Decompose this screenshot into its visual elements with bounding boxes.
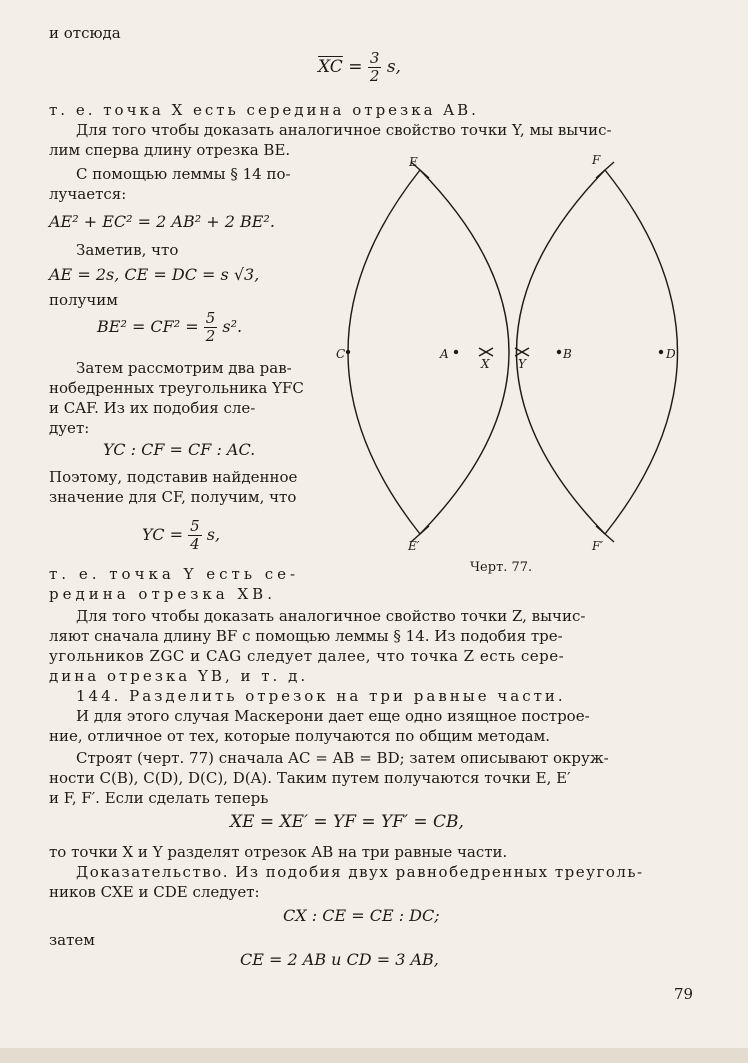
text-line: получим — [49, 291, 118, 309]
text-line: ников CXE и CDE следует: — [49, 883, 260, 901]
label-e: E — [409, 155, 418, 169]
label-a: A — [440, 347, 449, 361]
point-d — [659, 350, 663, 354]
text-line: то точки X и Y разделят отрезок AB на три равные части. — [49, 843, 508, 861]
section-heading: 144. Разделить отрезок на три равные части. — [76, 687, 566, 705]
fraction — [204, 310, 218, 345]
formula-yc — [142, 518, 220, 553]
text-line: ние, отличное от тех, которые получаются по общим методам. — [49, 727, 550, 745]
point-a — [454, 350, 458, 354]
label-e-prime: E′ — [408, 539, 420, 552]
formula-line: AE = 2s, CE = DC = s √3, — [49, 265, 260, 284]
text-line: ляют сначала длину BF с помощью леммы § 14. Из подобия тре- — [49, 627, 563, 645]
text-line: и CAF. Из их подобия сле- — [49, 399, 256, 417]
point-c — [346, 350, 350, 354]
numerator: 3 — [369, 49, 380, 67]
text-line: дует: — [49, 419, 90, 437]
formula-xc: $\overline{XC}$ = $\frac{3}{2}$ s, — [318, 49, 401, 85]
formula-tail: s, — [386, 57, 401, 77]
arc-d-a — [420, 170, 509, 534]
arc-c-b — [348, 170, 420, 534]
label-d: D — [666, 347, 676, 361]
page-number: 79 — [674, 985, 694, 1003]
formula-line: AE² + EC² = 2 AB² + 2 BE². — [49, 212, 275, 231]
text-line: т. е. точка X есть середина отрезка AB. — [49, 101, 479, 119]
figure-77 — [333, 152, 703, 552]
denominator: 2 — [205, 327, 216, 345]
text-line: И для этого случая Маскерони дает еще одно изящное построе- — [76, 707, 590, 725]
text-line: значение для CF, получим, что — [49, 488, 297, 506]
text-line: Затем рассмотрим два рав- — [76, 359, 292, 377]
text-line: Поэтому, подставив найденное — [49, 468, 298, 486]
label-y: Y — [518, 357, 526, 371]
text-line: дина отрезка YB, и т. д. — [49, 667, 309, 685]
denominator: 2 — [369, 67, 380, 85]
label-b: B — [563, 347, 572, 361]
label-f-prime: F′ — [592, 539, 604, 552]
formula-be — [97, 310, 242, 345]
text-line: Строят (черт. 77) сначала AC = AB = BD; затем описывают окруж- — [76, 749, 609, 767]
formula-tail: s, — [206, 525, 221, 544]
page-edge — [0, 1048, 748, 1063]
label-f: F — [592, 153, 601, 167]
formula-line: XE = XE′ = YF = YF′ = CB, — [230, 812, 464, 832]
numerator: 5 — [190, 517, 200, 535]
text-line: и F, F′. Если сделать теперь — [49, 789, 269, 807]
point-b — [557, 350, 561, 354]
numerator: 5 — [205, 309, 216, 327]
text-line: т. е. точка Y есть се- — [49, 565, 300, 583]
fraction — [368, 50, 382, 85]
formula-term: $\overline{XC}$ — [318, 57, 343, 77]
text-line: нобедренных треугольника YFC — [49, 379, 304, 397]
formula-line: YC : CF = CF : AC. — [103, 440, 256, 459]
text-line: угольников ZGC и CAG следует далее, что точка Z есть сере- — [49, 647, 565, 665]
text-line: Заметив, что — [76, 241, 179, 259]
text-line: лим сперва длину отрезка BE. — [49, 141, 291, 159]
text-line: Для того чтобы доказать аналогичное свойство точки Z, вычис- — [76, 607, 586, 625]
text-line: затем — [49, 931, 95, 949]
label-x: X — [481, 357, 490, 371]
text-line: и отсюда — [49, 24, 121, 42]
text-line: С помощью леммы § 14 по- — [76, 165, 291, 183]
label-c: C — [336, 347, 346, 361]
formula-line: CE = 2 AB и CD = 3 AB, — [240, 950, 439, 969]
text-line: Доказательство. Из подобия двух равнобедренных треуголь- — [76, 863, 644, 881]
text-line: редина отрезка XB. — [49, 585, 276, 603]
formula-line: CX : CE = CE : DC; — [283, 906, 440, 925]
denominator: 4 — [190, 535, 200, 553]
figure-caption: Черт. 77. — [470, 560, 533, 575]
text-line: ности C(B), C(D), D(C), D(A). Таким путем получаются точки E, E′ — [49, 769, 571, 787]
text-line: лучается: — [49, 185, 127, 203]
formula-tail: s². — [222, 317, 243, 336]
fraction — [188, 518, 202, 553]
formula-term: YC = — [142, 525, 184, 544]
formula-term: BE² = CF² = — [97, 317, 199, 336]
text-line: Для того чтобы доказать аналогичное свойство точки Y, мы вычис- — [76, 121, 612, 139]
